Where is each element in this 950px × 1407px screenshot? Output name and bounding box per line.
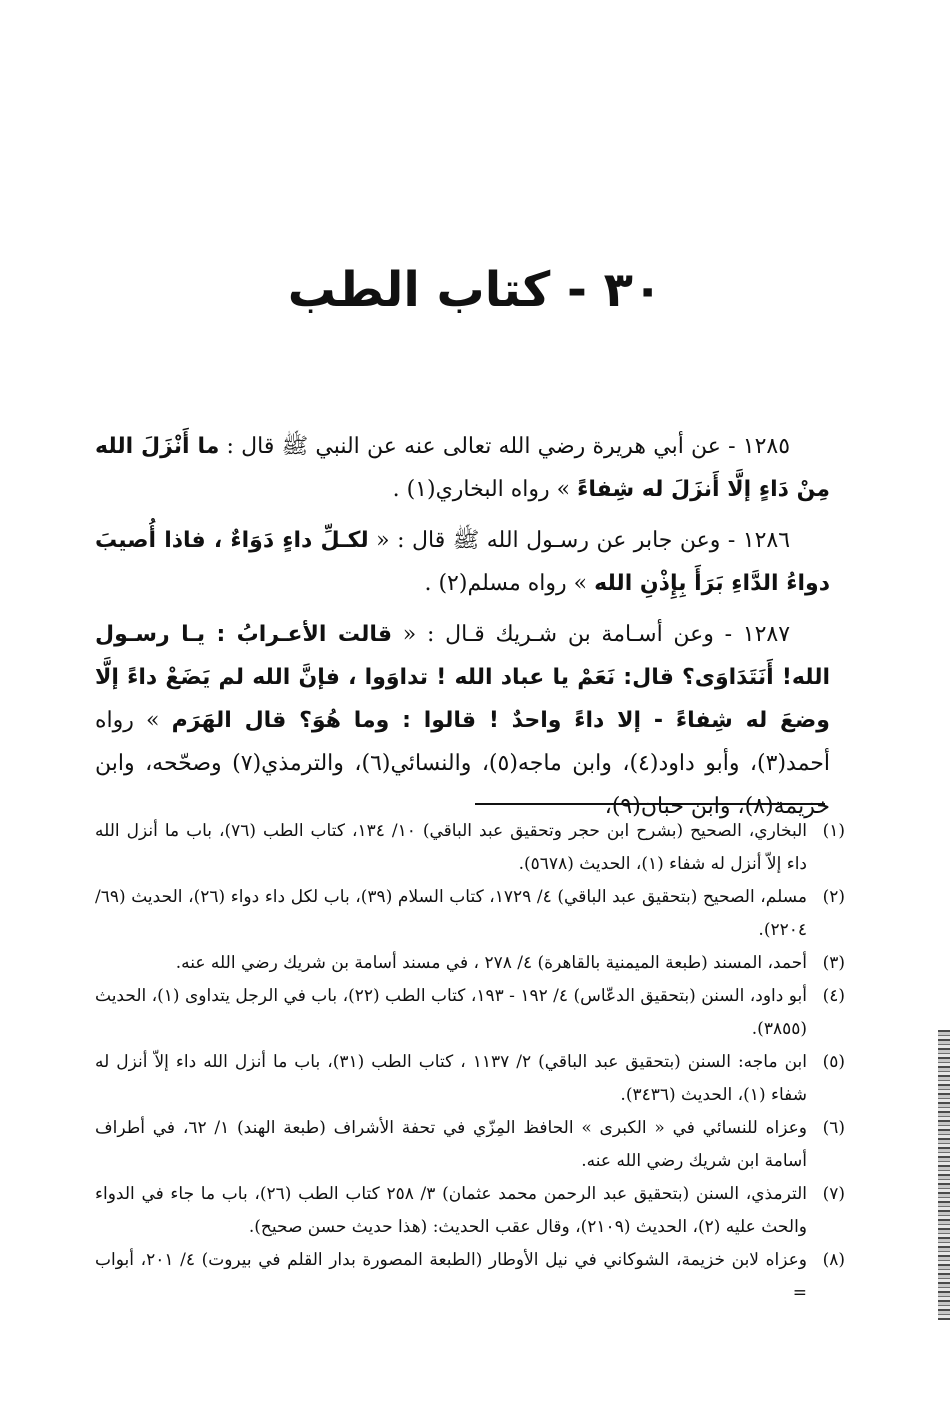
footnote-text: أحمد، المسند (طبعة الميمنية بالقاهرة) ٤/ ٢٧٨ ، في مسند أسامة بن شريك رضي الله عنه. xyxy=(175,953,807,973)
hadith-quote: قالت الأعـرابُ : يـا رسـول الله! أَنَتَدَاوَى؟ قال: نَعَمْ يا عباد الله ! تداوَوا ، فإنَّ الله لم يَضَعْ داءً إلَّا وضعَ له شِفاءً - إلا داءً واحدٌ ! قالوا : وما هُوَ؟ قال الهَرَم xyxy=(95,622,830,733)
footnote-text: البخاري، الصحيح (بشرح ابن حجر وتحقيق عبد الباقي) ١٠/ ١٣٤، كتاب الطب (٧٦)، باب ما أنزل الله داء إلاّ أنزل له شفاء (١)، الحديث (٥٦٧٨). xyxy=(95,821,807,874)
hadith-quote: لكـلِّ داءٍ دَوَاءٌ ، فاذا أُصيبَ دواءُ الدَّاءِ بَرَأَ بِإِذْنِ الله xyxy=(95,528,830,596)
footnote xyxy=(95,1046,845,1112)
footnote-number: (٨) xyxy=(822,1250,845,1270)
hadith-source: » رواه مسلم(٢) . xyxy=(424,571,595,596)
footnote xyxy=(95,947,845,980)
scan-edge-artifact xyxy=(938,1030,950,1320)
footnote-separator xyxy=(475,803,825,805)
footnote-number: (١) xyxy=(822,821,845,841)
hadith-body xyxy=(95,425,830,836)
hadith-source: » رواه أحمد(٣)، وأبو داود(٤)، وابن ماجه(٥)، والنسائي(٦)، والترمذي(٧) وصحّحه، وابن خزيمة(٨)، وابن حبان(٩)، xyxy=(95,708,831,819)
footnote-text: مسلم، الصحيح (بتحقيق عبد الباقي) ٤/ ١٧٢٩، كتاب السلام (٣٩)، باب لكل داء دواء (٢٦)، الحديث (٦٩/ ٢٢٠٤). xyxy=(95,887,807,940)
footnote-text: أبو داود، السنن (بتحقيق الدعّاس) ٤/ ١٩٢ - ١٩٣، كتاب الطب (٢٢)، باب في الرجل يتداوى (١)، الحديث (٣٨٥٥). xyxy=(95,986,808,1039)
footnote-number: (٣) xyxy=(822,953,845,973)
hadith-intro: ١٢٨٦ - وعن جابر عن رسـول الله ﷺ قال : « xyxy=(368,528,791,553)
footnote-number: (٦) xyxy=(822,1118,845,1138)
footnote-text: الترمذي، السنن (بتحقيق عبد الرحمن محمد عثمان) ٣/ ٢٥٨ كتاب الطب (٢٦)، باب ما جاء في الدواء والحث عليه (٢)، الحديث (٢١٠٩)، وقال عقب الحديث: (هذا حديث حسن صحيح). xyxy=(95,1184,807,1237)
footnote-number: (٢) xyxy=(822,887,845,907)
footnote-number: (٧) xyxy=(822,1184,845,1204)
footnote-text: وعزاه للنسائي في « الكبرى » الحافظ المِزّي في تحفة الأشراف (طبعة الهند) ١/ ٦٢، في أطراف أسامة ابن شريك رضي الله عنه. xyxy=(95,1118,807,1171)
footnote-number: (٤) xyxy=(822,986,845,1006)
chapter-title: ٣٠ - كتاب الطب xyxy=(287,262,663,318)
hadith-paragraph xyxy=(95,425,830,511)
hadith-intro: ١٢٨٥ - عن أبي هريرة رضي الله تعالى عنه عن النبي ﷺ قال : xyxy=(219,434,791,459)
hadith-intro: ١٢٨٧ - وعن أسـامة بن شـريك قـال : « xyxy=(392,622,791,647)
footnote-text: وعزاه لابن خزيمة، الشوكاني في نيل الأوطار (الطبعة المصورة بدار القلم في بيروت) ٤/ ٢٠١، أبواب = xyxy=(95,1250,807,1303)
footnote-text: ابن ماجه: السنن (بتحقيق عبد الباقي) ٢/ ١١٣٧ ، كتاب الطب (٣١)، باب ما أنزل الله داء إلاّ أنزل له شفاء (١)، الحديث (٣٤٣٦). xyxy=(95,1052,807,1105)
hadith-paragraph xyxy=(95,519,830,605)
footnote xyxy=(95,1244,845,1310)
footnote xyxy=(95,1112,845,1178)
footnote xyxy=(95,980,845,1046)
footnotes xyxy=(95,815,845,1310)
footnote xyxy=(95,815,845,881)
footnote xyxy=(95,1178,845,1244)
footnote xyxy=(95,881,845,947)
hadith-source: » رواه البخاري(١) . xyxy=(392,477,578,502)
hadith-quote: ما أَنْزَلَ الله مِنْ دَاءٍ إلَّا أَنزَلَ له شِفاءً xyxy=(95,434,830,502)
hadith-paragraph xyxy=(95,613,830,828)
footnote-number: (٥) xyxy=(822,1052,845,1072)
